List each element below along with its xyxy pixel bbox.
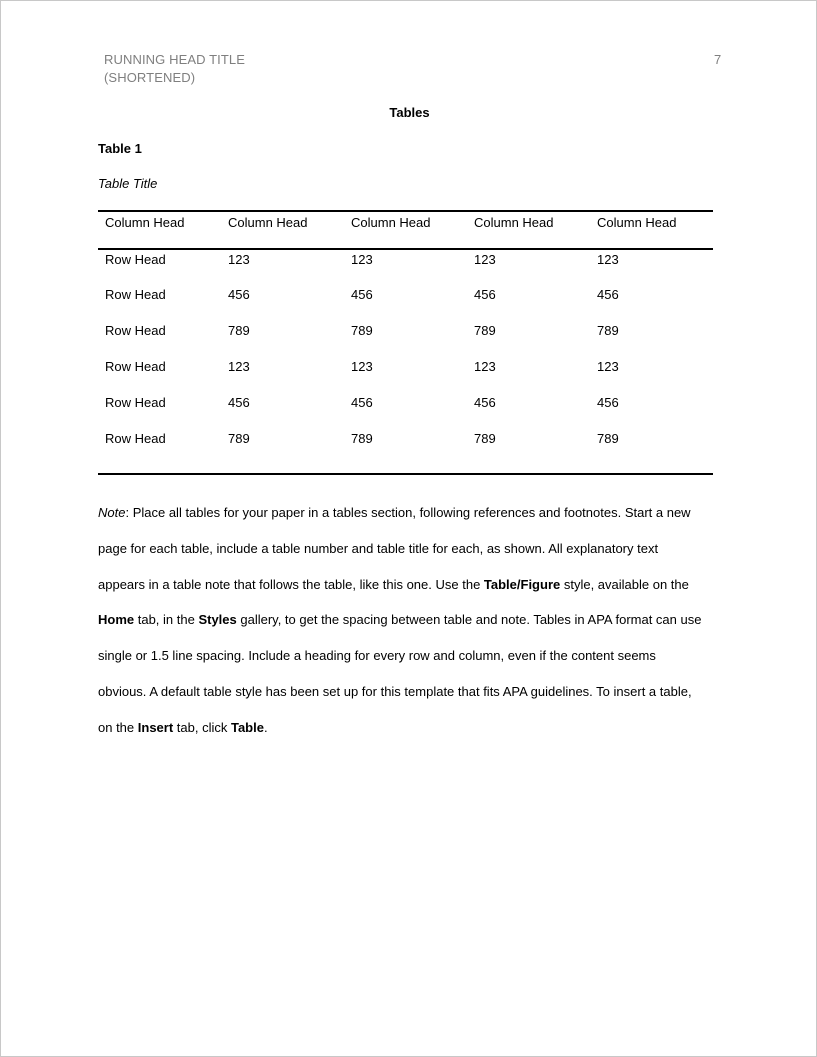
- note-line-2: page for each table, include a table number and table title for each, as shown. All explanatory text: [98, 540, 659, 556]
- table-cell[interactable]: 456: [228, 395, 250, 410]
- table-cell[interactable]: 123: [597, 252, 619, 267]
- table-cell[interactable]: 789: [351, 323, 373, 338]
- row-head[interactable]: Row Head: [105, 395, 166, 410]
- table-row: [98, 285, 713, 321]
- table-cell[interactable]: 789: [474, 323, 496, 338]
- table-cell[interactable]: 456: [474, 287, 496, 302]
- column-head[interactable]: Column Head: [98, 211, 221, 249]
- row-head[interactable]: Row Head: [98, 429, 221, 474]
- column-head[interactable]: Column Head: [344, 211, 467, 249]
- style-name-table-figure: Table/Figure: [483, 576, 561, 592]
- running-head-line-2: (SHORTENED): [104, 70, 196, 85]
- table-cell[interactable]: 789: [467, 429, 590, 474]
- column-head[interactable]: Column Head: [590, 211, 713, 249]
- table-cell[interactable]: 456: [597, 287, 619, 302]
- table-cell[interactable]: 456: [351, 395, 373, 410]
- note-line-3: appears in a table note that follows the table, like this one. Use the Table/Figure style, available on the: [98, 576, 689, 592]
- tab-name-home: Home: [98, 612, 135, 628]
- note-label: Note: [98, 505, 126, 520]
- table-note[interactable]: [98, 495, 728, 746]
- table-cell[interactable]: 123: [228, 252, 250, 267]
- note-line-7: on the Insert tab, click Table.: [98, 719, 268, 735]
- table-cell[interactable]: 123: [351, 252, 373, 267]
- note-line-5: single or 1.5 line spacing. Include a heading for every row and column, even if the content seems: [98, 648, 656, 664]
- table-row: [98, 393, 713, 429]
- command-name-table: Table: [230, 719, 264, 735]
- section-heading: Tables: [389, 105, 430, 120]
- table-header-row: [98, 211, 713, 249]
- note-line-6: obvious. A default table style has been set up for this template that fits APA guidelines. To insert a table,: [98, 683, 692, 699]
- running-head[interactable]: [104, 51, 245, 87]
- row-head[interactable]: Row Head: [105, 359, 166, 374]
- table-cell[interactable]: 123: [228, 359, 250, 374]
- table-cell[interactable]: 456: [351, 287, 373, 302]
- row-head[interactable]: Row Head: [105, 287, 166, 302]
- table-title: Table Title: [98, 176, 158, 191]
- table-cell[interactable]: 789: [597, 323, 619, 338]
- table-cell[interactable]: 123: [474, 359, 496, 374]
- page-number: 7: [714, 52, 722, 67]
- table-cell[interactable]: 789: [590, 429, 713, 474]
- table-cell[interactable]: 123: [474, 252, 496, 267]
- table-cell[interactable]: 123: [351, 359, 373, 374]
- tab-name-insert: Insert: [137, 719, 174, 735]
- table-row: [98, 357, 713, 393]
- table-row: [98, 321, 713, 357]
- apa-table[interactable]: [98, 210, 713, 475]
- row-head[interactable]: Row Head: [105, 252, 166, 267]
- column-head[interactable]: Column Head: [467, 211, 590, 249]
- table-row: [98, 249, 713, 285]
- table-cell[interactable]: 123: [597, 359, 619, 374]
- table-cell[interactable]: 789: [344, 429, 467, 474]
- running-head-line-1: RUNNING HEAD TITLE: [104, 52, 245, 67]
- column-head[interactable]: Column Head: [221, 211, 344, 249]
- table-row: [98, 429, 713, 474]
- note-line-4: Home tab, in the Styles gallery, to get the spacing between table and note. Tables in APA format can use: [98, 612, 702, 628]
- table-cell[interactable]: 456: [597, 395, 619, 410]
- table-cell[interactable]: 456: [228, 287, 250, 302]
- gallery-name-styles: Styles: [198, 612, 237, 628]
- table-number: Table 1: [98, 141, 142, 156]
- table-cell[interactable]: 789: [221, 429, 344, 474]
- row-head[interactable]: Row Head: [105, 323, 166, 338]
- table-cell[interactable]: 456: [474, 395, 496, 410]
- note-line-1: Note: Place all tables for your paper in a tables section, following references and footnotes. Start a new: [98, 505, 691, 520]
- table-cell[interactable]: 789: [228, 323, 250, 338]
